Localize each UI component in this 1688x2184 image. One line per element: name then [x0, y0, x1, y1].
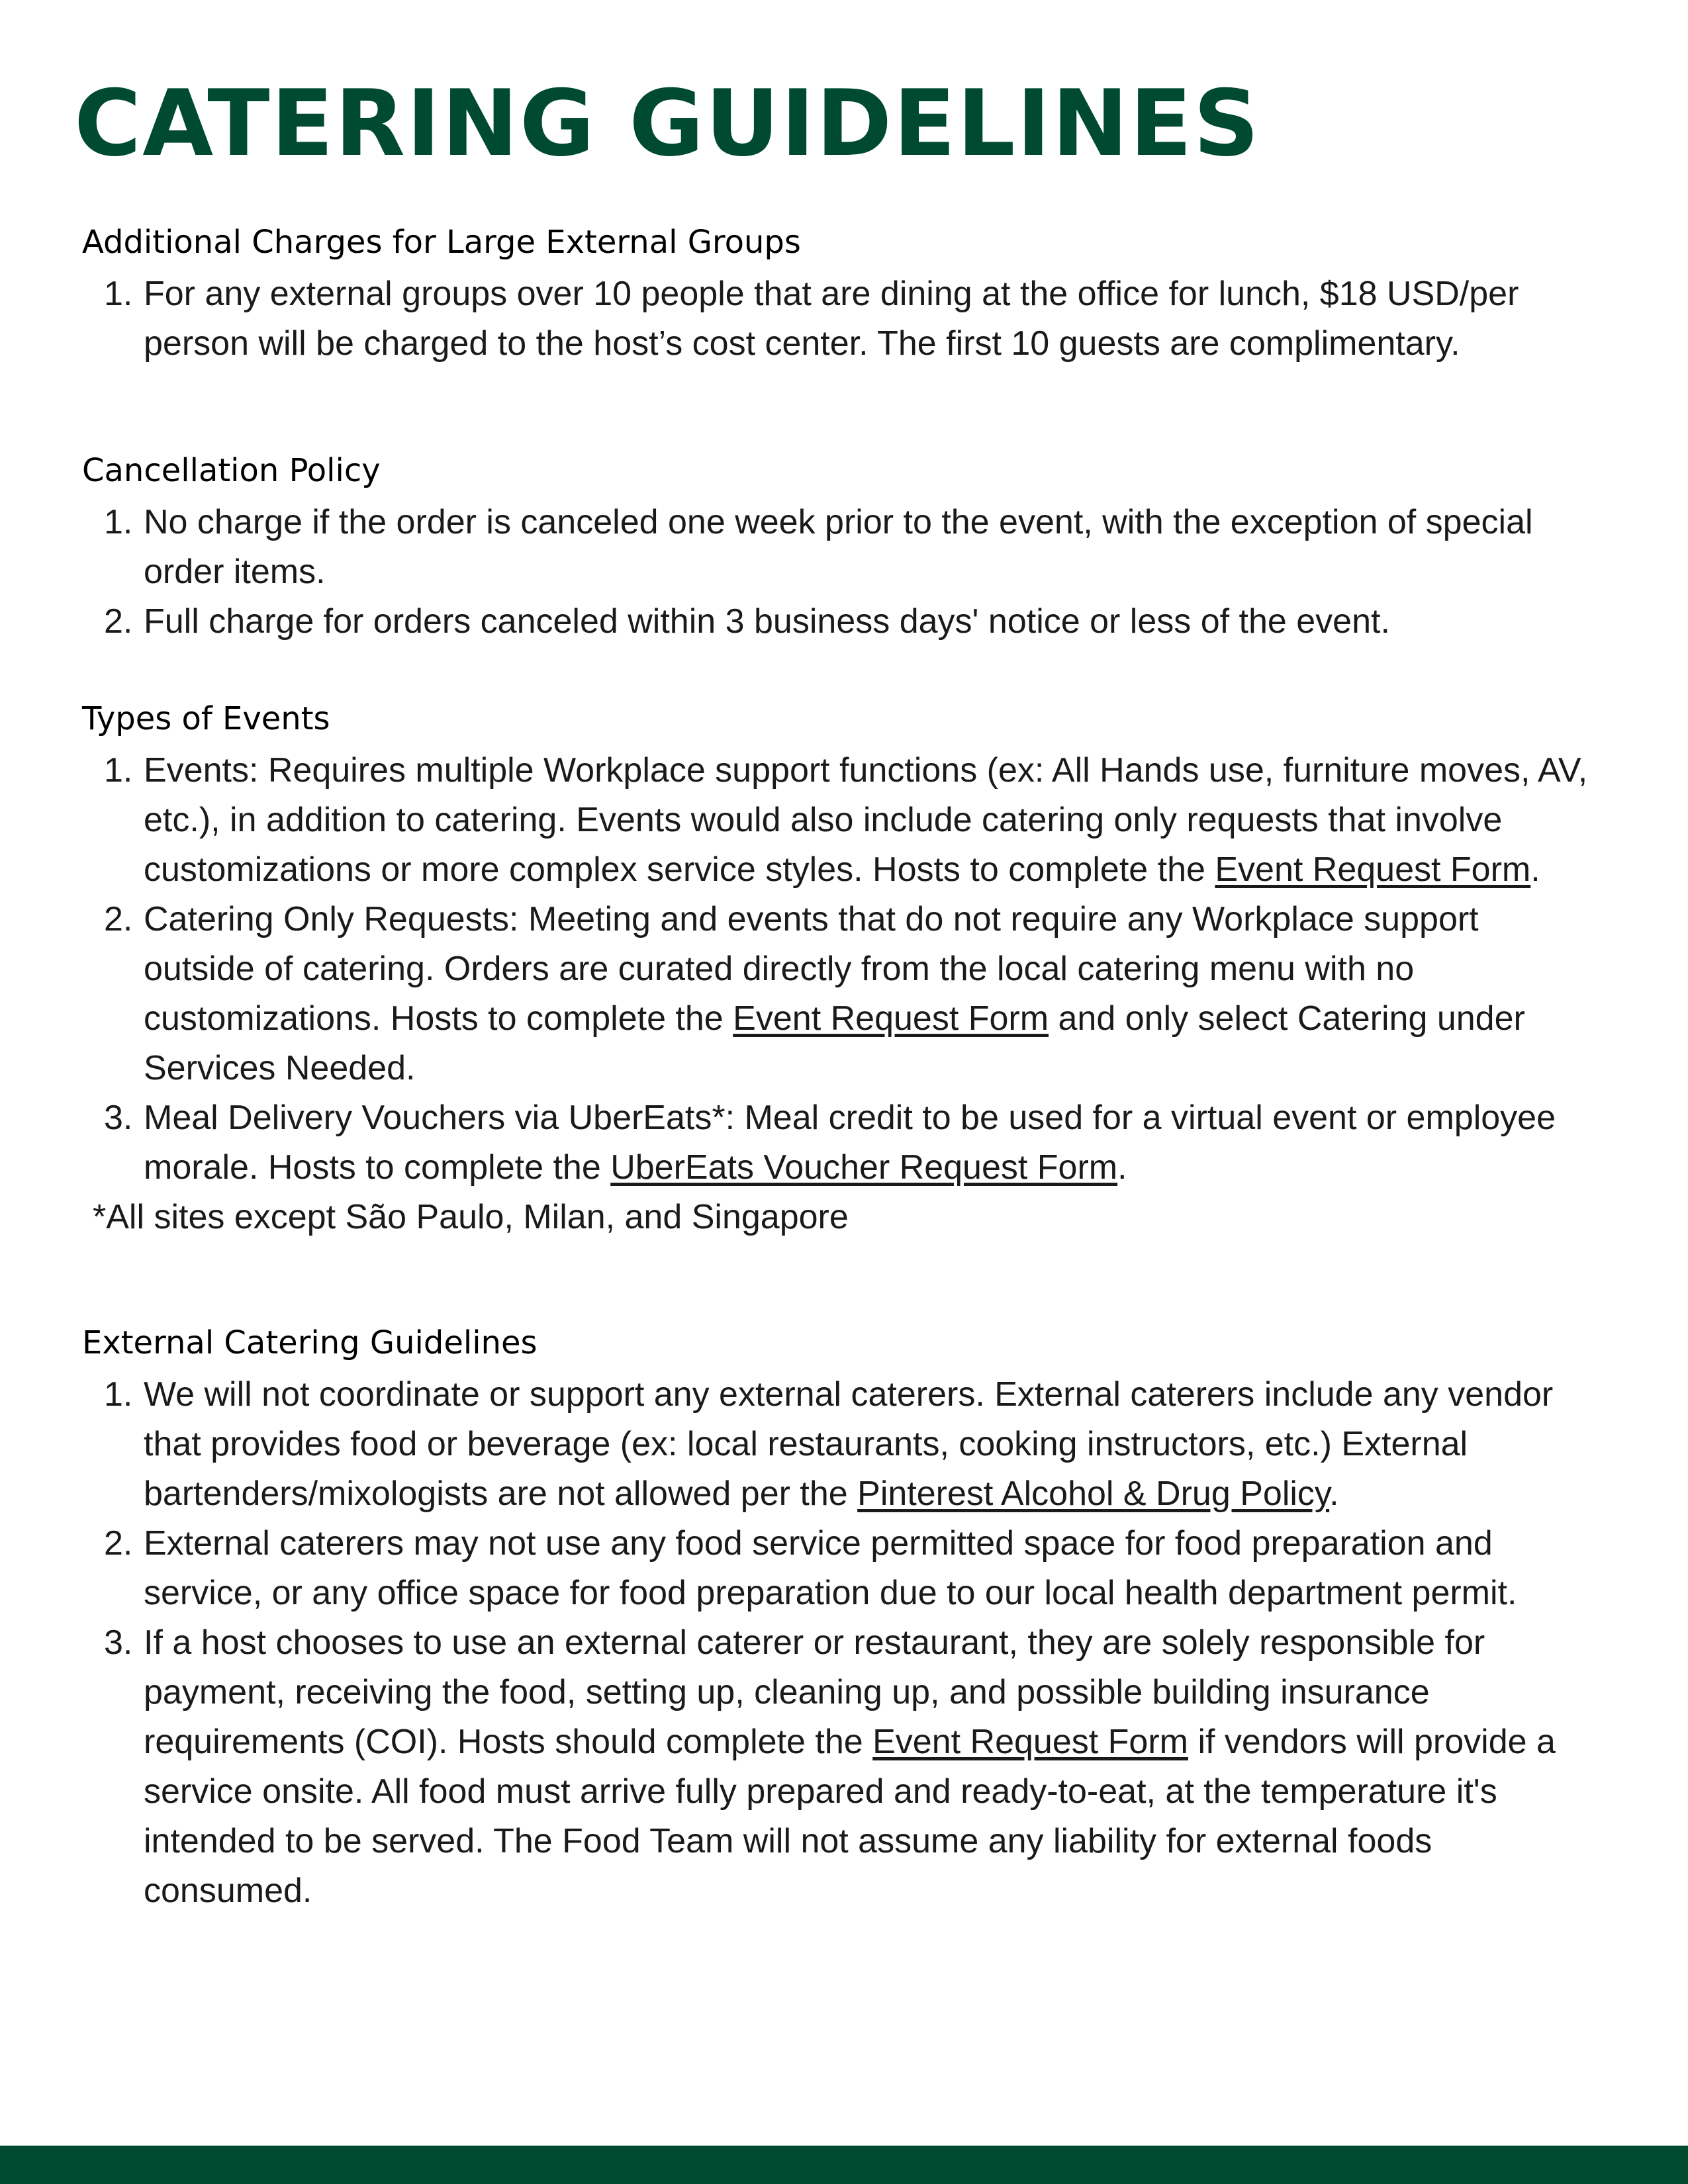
list-item	[82, 269, 1591, 369]
list-item-text-end: if vendors will provide a service onsite. All food must arrive fully prepared and ready-to-eat, at the temperature it's intended to be served. The Food Team will not assume any liability for external foods consumed.	[144, 1723, 1556, 1911]
list-number: 2.	[104, 602, 133, 641]
alcohol-drug-policy-link[interactable]: Pinterest Alcohol & Drug Policy	[857, 1475, 1330, 1514]
list-number: 1.	[104, 751, 133, 790]
list-item-text: Events: Requires multiple Workplace support functions (ex: All Hands use, furniture moves, AV, etc.), in addition to catering. Events would also include catering only requests that involve customizations or more complex service styles. Hosts to complete the	[144, 751, 1588, 889]
list-number: 1.	[104, 1375, 133, 1414]
list-number: 2.	[104, 900, 133, 939]
cancellation-list	[82, 498, 1591, 647]
list-item-text: We will not coordinate or support any external caterers. External caterers include any vendor that provides food or beverage (ex: local restaurants, cooking instructors, etc.) External bartenders/mixologists are not allowed per the	[144, 1375, 1554, 1514]
types-of-events-list	[82, 746, 1591, 1193]
list-item-text-end: .	[1530, 850, 1540, 889]
list-number: 3.	[104, 1099, 133, 1138]
page-title: CATERING GUIDELINES	[74, 70, 1261, 177]
list-number: 2.	[104, 1524, 133, 1563]
section-heading-external-catering: External Catering Guidelines	[82, 1324, 538, 1361]
external-catering-list	[82, 1370, 1591, 1916]
list-item-text: Full charge for orders canceled within 3 business days' notice or less of the event.	[144, 602, 1390, 641]
list-item-text-end: .	[1329, 1475, 1339, 1514]
ubereats-voucher-form-link[interactable]: UberEats Voucher Request Form	[610, 1148, 1118, 1187]
list-item-text: If a host chooses to use an external caterer or restaurant, they are solely responsible for payment, receiving the food, setting up, cleaning up, and possible building insurance requirements (COI). Hosts should complete the	[144, 1623, 1485, 1762]
section-types-of-events	[82, 698, 1591, 1242]
list-item-text-end: .	[1117, 1148, 1127, 1187]
list-item-text: Meal Delivery Vouchers via UberEats*: Meal credit to be used for a virtual event or employee morale. Hosts to complete the	[144, 1099, 1556, 1187]
list-item-text: For any external groups over 10 people that are dining at the office for lunch, $18 USD/per person will be charged to the host’s cost center. The first 10 guests are complimentary.	[144, 275, 1519, 363]
event-request-form-link[interactable]: Event Request Form	[1215, 850, 1531, 889]
list-item-text: External caterers may not use any food service permitted space for food preparation and service, or any office space for food preparation due to our local health department permit.	[144, 1524, 1517, 1613]
footnote: *All sites except São Paulo, Milan, and Singapore	[93, 1198, 849, 1237]
list-number: 1.	[104, 275, 133, 314]
list-item-text: Catering Only Requests: Meeting and events that do not require any Workplace support outside of catering. Orders are curated directly from the local catering menu with no customizations. Hosts to complete the	[144, 900, 1479, 1038]
list-item	[82, 1618, 1591, 1916]
list-item	[82, 1519, 1591, 1618]
list-item-text: No charge if the order is canceled one week prior to the event, with the exception of special order items.	[144, 503, 1533, 592]
footer-bar	[0, 2146, 1688, 2184]
list-number: 3.	[104, 1623, 133, 1662]
event-request-form-link[interactable]: Event Request Form	[733, 999, 1049, 1038]
list-item	[82, 597, 1591, 647]
list-item	[82, 1370, 1591, 1519]
list-item	[82, 1093, 1591, 1193]
event-request-form-link[interactable]: Event Request Form	[872, 1723, 1188, 1762]
section-cancellation-policy	[82, 450, 1591, 647]
list-item-text-end: and only select Catering under Services Needed.	[144, 999, 1525, 1088]
section-heading-additional-charges: Additional Charges for Large External Groups	[82, 224, 801, 261]
list-number: 1.	[104, 503, 133, 542]
section-additional-charges	[82, 222, 1591, 369]
additional-charges-list	[82, 269, 1591, 369]
section-heading-cancellation: Cancellation Policy	[82, 452, 381, 489]
list-item	[82, 498, 1591, 597]
list-item	[82, 895, 1591, 1093]
list-item	[82, 746, 1591, 895]
section-heading-types-of-events: Types of Events	[82, 700, 330, 737]
section-external-catering	[82, 1322, 1591, 1916]
